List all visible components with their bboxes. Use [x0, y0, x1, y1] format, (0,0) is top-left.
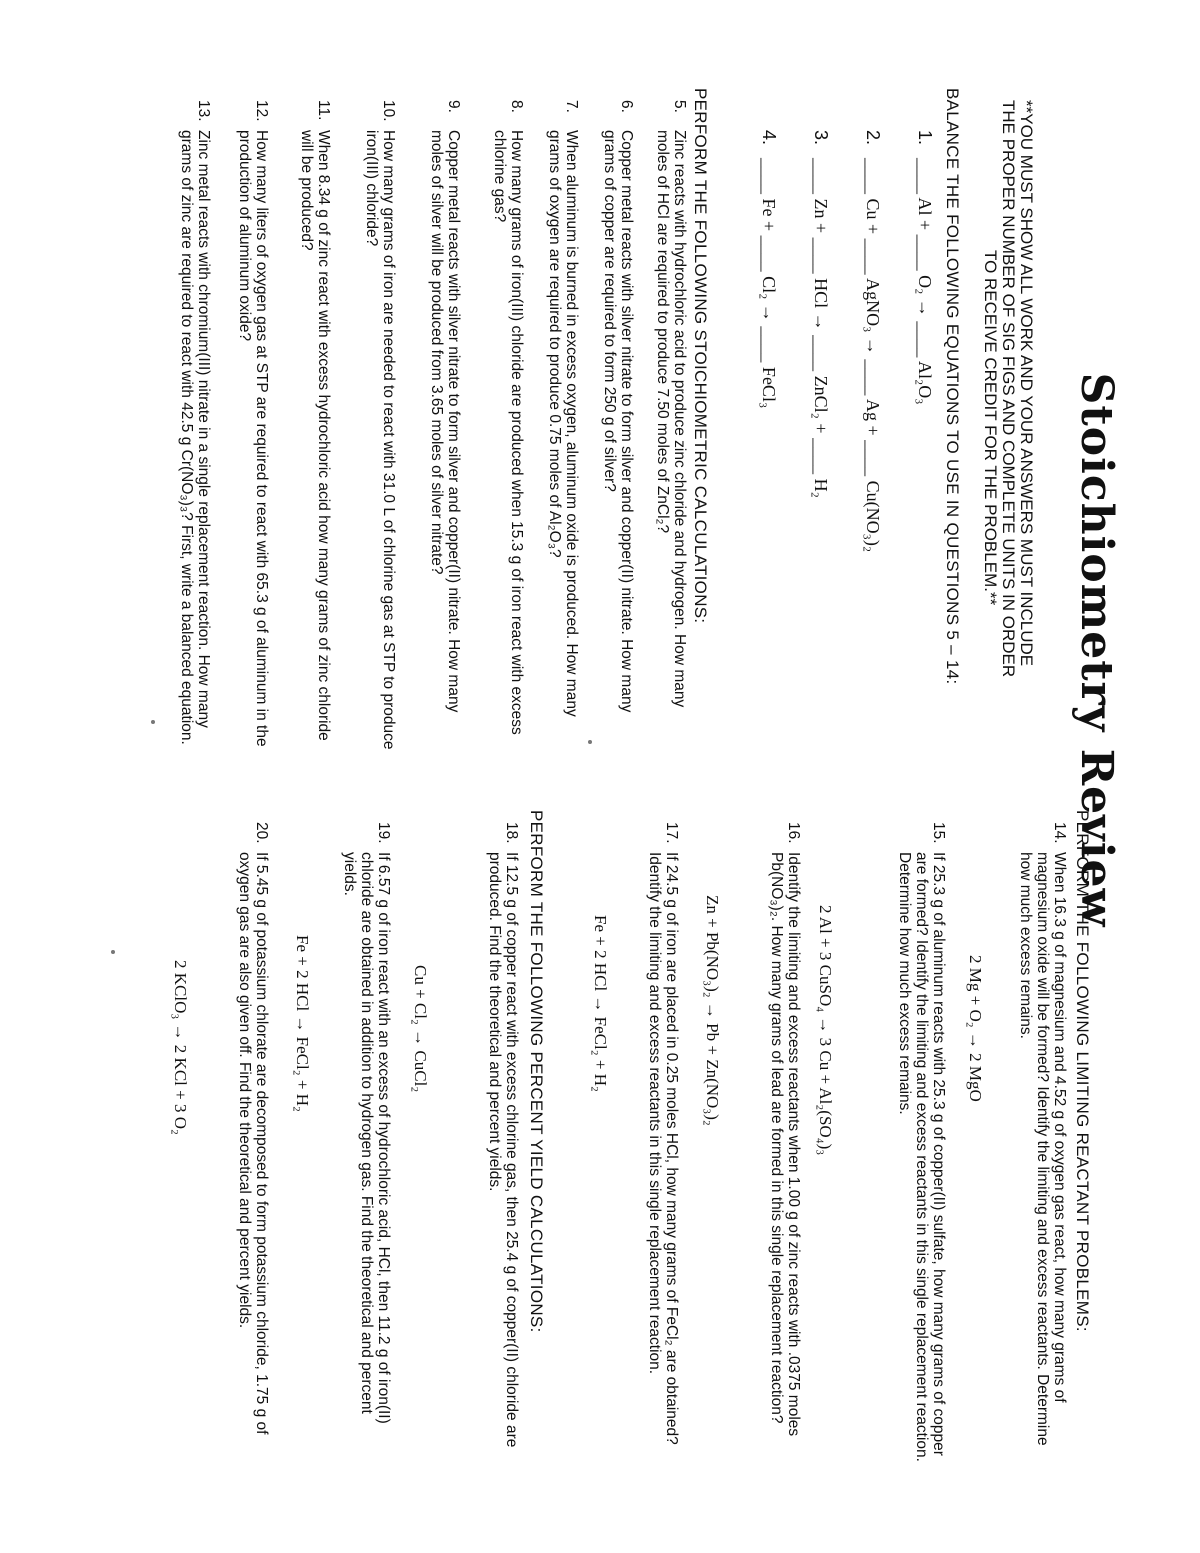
equation-row — [727, 130, 779, 830]
question-text: Identify the limiting and excess reactants when 1.00 g of zinc reacts with .0375 moles Pb(NO₃)₂. How many grams of lead are formed in this single replacement reaction? — [768, 852, 802, 1437]
question-text: When 16.3 g of magnesium and 4.52 g of oxygen gas react, how many grams of magnesium oxide will be formed? Identify the limiting and excess reactants. Determine how much excess remains. — [1017, 852, 1068, 1446]
question-11 — [298, 100, 332, 750]
reaction-equation: 2 Mg + O₂ → 2 MgO — [966, 955, 985, 1102]
reaction-equation: Fe + 2 HCl → FeCl₂ + H₂ — [591, 915, 610, 1092]
equation-text: ____ Al + ____ O₂ → ____ Al₂O₃ — [915, 158, 935, 405]
instructions-line-1: **YOU MUST SHOW ALL WORK AND YOUR ANSWERS MUST INCLUDE — [1017, 100, 1036, 667]
question-text: Zinc reacts with hydrochloric acid to produce zinc chloride and hydrogen. How many moles of HCl are required to produce 7.50 moles of ZnCl₂? — [654, 130, 688, 708]
question-14 — [1017, 822, 1068, 1462]
reaction-equation: 2 Al + 3 CuSO₄ → 3 Cu + Al₂(SO₄)₃ — [816, 905, 835, 1156]
question-number: 12. — [253, 100, 270, 122]
question-text: If 12.5 g of copper react with excess chlorine gas, then 25.4 g of copper(II) chloride are produced. Find the theoretical and percent yields. — [486, 852, 520, 1448]
yield-heading: PERFORM THE FOLLOWING PERCENT YIELD CALCULATIONS: — [527, 810, 546, 1333]
question-18 — [486, 822, 520, 1462]
equation-list — [727, 130, 935, 830]
equation-number: 4. — [759, 130, 779, 146]
question-12 — [236, 100, 270, 750]
question-19 — [341, 822, 392, 1462]
question-number: 19. — [375, 822, 392, 844]
question-number: 7. — [563, 100, 580, 113]
question-5 — [654, 100, 688, 750]
question-8 — [491, 100, 525, 750]
question-20 — [236, 822, 270, 1462]
reaction-equation: Fe + 2 HCl → FeCl₂ + H₂ — [293, 935, 312, 1112]
scan-speck — [588, 740, 592, 744]
question-number: 6. — [618, 100, 635, 113]
question-text: If 5.45 g of potassium chlorate are decomposed to form potassium chloride, 1.75 g of oxygen gas are also given off. Find the theoretical and percent yields. — [236, 852, 270, 1435]
question-number: 18. — [503, 822, 520, 844]
reaction-equation: Cu + Cl₂ → CuCl₂ — [411, 965, 430, 1093]
reaction-equation: 2 KClO₃ → 2 KCl + 3 O₂ — [171, 960, 190, 1135]
question-text: How many grams of iron(III) chloride are produced when 15.3 g of iron react with excess chlorine gas? — [491, 130, 525, 735]
equation-text: ____ Zn + ____ HCl → ____ ZnCl₂ + ____ H₂ — [811, 158, 831, 498]
equation-number: 3. — [811, 130, 831, 146]
page-title: Stoichiometry Review — [1071, 372, 1122, 928]
question-number: 15. — [930, 822, 947, 844]
question-number: 8. — [508, 100, 525, 113]
question-9 — [428, 100, 462, 750]
equation-row — [831, 130, 883, 830]
question-13 — [178, 100, 212, 750]
question-text: Copper metal reacts with silver nitrate to form silver and copper(II) nitrate. How many grams of copper are required to form 250 g of silver? — [601, 130, 635, 713]
question-number: 9. — [445, 100, 462, 113]
question-text: How many liters of oxygen gas at STP are required to react with 65.3 g of aluminum in the production of aluminum oxide? — [236, 130, 270, 747]
question-7 — [546, 100, 580, 750]
stoich-heading: PERFORM THE FOLLOWING STOICHIOMETRIC CALCULATIONS: — [691, 88, 710, 624]
equation-row — [779, 130, 831, 830]
question-number: 13. — [195, 100, 212, 122]
equation-number: 1. — [915, 130, 935, 146]
question-number: 10. — [380, 100, 397, 122]
equation-number: 2. — [863, 130, 883, 146]
scan-speck — [111, 950, 115, 954]
question-text: Zinc metal reacts with chromium(III) nitrate in a single replacement reaction. How many grams of zinc are required to react with 42.5 g Cr(NO₃)₃? First, write a balanced equation. — [178, 130, 212, 745]
equation-text: ____ Fe + ____ Cl₂ → ____ FeCl₃ — [759, 158, 779, 409]
question-number: 20. — [253, 822, 270, 844]
question-16 — [768, 822, 802, 1462]
question-number: 5. — [671, 100, 688, 113]
question-text: How many grams of iron are needed to react with 31.0 L of chlorine gas at STP to produce iron(III) chloride? — [363, 130, 397, 750]
question-text: When aluminum is burned in excess oxygen, aluminum oxide is produced. How many grams of oxygen are required to produce 0.75 moles of Al₂O₃? — [546, 130, 580, 717]
question-text: If 25.3 g of aluminum reacts with 25.3 g of copper(II) sulfate, how many grams of copper are formed? Identify the limiting and excess reactants in this single replacement reaction. Determine how much excess remains. — [896, 852, 947, 1462]
scan-speck — [151, 720, 155, 724]
question-text: If 6.57 g of iron react with an excess of hydrochloric acid, HCl, then 11.2 g of iron(II) chloride are obtained in addition to hydrogen gas. Find the theoretical and percent yields. — [341, 852, 392, 1424]
question-10 — [363, 100, 397, 750]
question-text: When 8.34 g of zinc react with excess hydrochloric acid how many grams of zinc chloride will be produced? — [298, 130, 332, 741]
question-15 — [896, 822, 947, 1462]
question-number: 11. — [315, 100, 332, 121]
question-number: 14. — [1051, 822, 1068, 844]
question-text: Copper metal reacts with silver nitrate to form silver and copper(II) nitrate. How many moles of silver will be produced from 3.65 moles of silver nitrate? — [428, 130, 462, 713]
question-17 — [646, 822, 680, 1462]
question-number: 16. — [785, 822, 802, 844]
balance-heading: BALANCE THE FOLLOWING EQUATIONS TO USE IN QUESTIONS 5 – 14: — [943, 88, 962, 685]
reaction-equation: Zn + Pb(NO₃)₂ → Pb + Zn(NO₃)₂ — [703, 895, 722, 1126]
instructions-line-2: THE PROPER NUMBER OF SIG FIGS AND COMPLETE UNITS IN ORDER — [999, 100, 1018, 678]
instructions-line-3: TO RECEIVE CREDIT FOR THE PROBLEM.** — [981, 250, 1000, 606]
equation-text: ____ Cu + ____ AgNO₃ → ____ Ag + ____ Cu(NO₃)₂ — [863, 158, 883, 553]
question-6 — [601, 100, 635, 750]
limiting-heading: PERFORM THE FOLLOWING LIMITING REACTANT PROBLEMS: — [1073, 810, 1092, 1332]
question-number: 17. — [663, 822, 680, 844]
equation-row — [883, 130, 935, 830]
question-text: If 24.5 g of iron are placed in 0.25 moles HCl, how many grams of FeCl₂ are obtained? Identify the limiting and excess reactants in this single replacement reaction. — [646, 852, 680, 1445]
